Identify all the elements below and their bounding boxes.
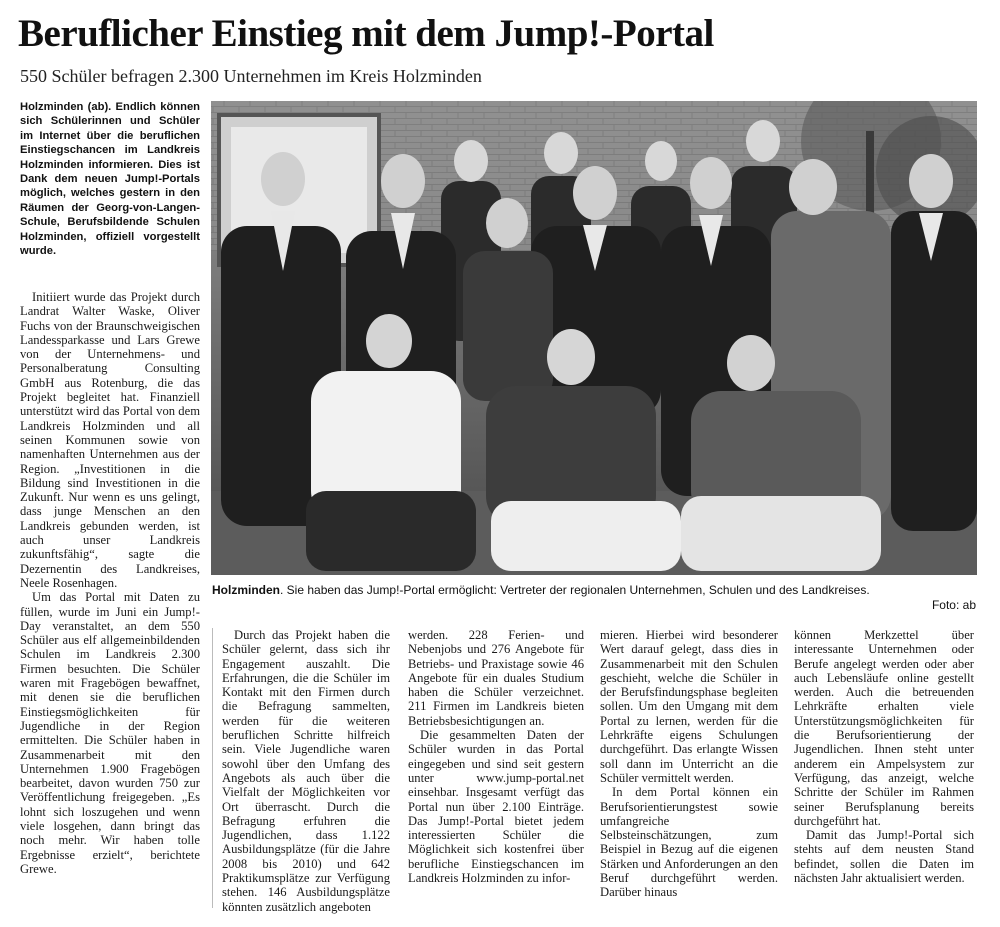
paragraph: Die gesammelten Daten der Schüler wurden in das Portal eingegeben und sind seit gestern unter www.jump-portal.net einsehbar. Insgesamt verfügt das Portal nun über 2.100 Einträge. Das Jump!-Portal bietet jedem interessierten Schüler die Möglichkeit sich kostenfrei über berufliche Einstiegschancen im Landkreis Holzminden zu infor- [408, 728, 584, 886]
text-column-4 [600, 628, 778, 900]
caption-text: . Sie haben das Jump!-Portal ermöglicht: Vertreter der regionalen Unternehmen, Schulen und des Landkreises. [280, 583, 870, 597]
text-column-1 [20, 290, 200, 876]
photo-caption [212, 583, 978, 598]
paragraph: Initiiert wurde das Projekt durch Landrat Walter Waske, Oliver Fuchs von der Braunschweigischen Landessparkasse und Lars Grewe von der Unternehmens- und Personalberatung Consulting GmbH aus Rotenburg, die das Projekt begleitet hat. Finanziell unterstützt wird das Portal von dem Landkreis Holzminden und all seinen Kommunen sowie von namenhaften Unternehmen aus der Region. „Investitionen in die Bildung sind Investitionen in die Zukunft. Nur wenn es uns gelingt, dass junge Menschen an den Landkreis gebunden werden, ist auch unser Landkreis zukunftsfähig“, sagte die Dezernentin des Landkreises, Neele Rosenhagen. [20, 290, 200, 590]
paragraph: mieren. Hierbei wird besonderer Wert darauf gelegt, dass dies in Zusammenarbeit mit den Schulen geschieht, welche die Schüler in der Berufsfindungsphase begleiten sollen. Um den Umgang mit dem Portal zu lernen, werden für die Lehrkräfte eigens Schulungen durchgeführt. Das erlangte Wissen soll dann im Unterricht an die Schüler vermittelt werden. [600, 628, 778, 785]
lead-paragraph: Holzminden (ab). Endlich können sich Schülerinnen und Schüler im Internet über die beruflichen Einstiegschancen im Landkreis Holzminden informieren. Dies ist Dank dem neuen Jump!-Portals möglich, welches gestern in den Räumen der Georg-von-Langen-Schule, Berufsbildende Schulen Holzminden, offiziell vorgestellt wurde. [20, 101, 200, 258]
paragraph: Damit das Jump!-Portal sich stehts auf dem neusten Stand befindet, sollen die Daten im nächsten Jahr aktualisiert werden. [794, 828, 974, 886]
paragraph: können Merkzettel über interessante Unternehmen oder Berufe angelegt werden oder aber auch Lebensläufe online gestellt werden. Auch die betreuenden Lehrkräfte erhalten viele Unterstützungsmöglichkeiten für die Berufsorientierung der Jugendlichen. Ihnen steht unter anderem ein Ampelsystem zur Verfügung, das anzeigt, welche Schritte der Schüler im Rahmen seiner Berufsplanung bereits durchgeführt hat. [794, 628, 974, 828]
group-photo-image [211, 101, 977, 575]
photo-credit: Foto: ab [931, 598, 976, 612]
text-column-5 [794, 628, 974, 885]
column-divider [212, 628, 213, 908]
group-photo [211, 101, 977, 575]
subheadline: 550 Schüler befragen 2.300 Unternehmen im Kreis Holzminden [20, 66, 482, 86]
paragraph: werden. 228 Ferien- und Nebenjobs und 276 Angebote für Betriebs- und Praxistage sowie 46 Angebote für ein duales Studium haben die Schüler verzeichnet. 211 Firmen im Landkreis bieten Betriebsbesichtigungen an. [408, 628, 584, 728]
caption-place: Holzminden [212, 583, 280, 597]
headline: Beruflicher Einstieg mit dem Jump!-Portal [18, 12, 714, 55]
text-column-3 [408, 628, 584, 885]
paragraph: Um das Portal mit Daten zu füllen, wurde im Juni ein Jump!-Day veranstaltet, an dem 550 Schüler aus elf allgemeinbildenden Schulen im Landkreis 2.300 Firmen besuchten. Die Schüler waren mit Fragebögen bewaffnet, mit denen sie die beruflichen Einstiegsmöglichkeiten für Jugendliche in der Region ermittelten. Die Schüler haben in Zusammenarbeit mit den Unternehmen 1.900 Fragebögen bearbeitet, davon wurden 750 zur Veröffentlichung freigegeben. „Es lohnt sich loszugehen und wenn viele losgehen, dann bringt das noch mehr. Wir haben tolle Ergebnisse erzielt“, berichtete Grewe. [20, 590, 200, 876]
paragraph: In dem Portal können ein Berufsorientierungstest sowie umfangreiche Selbsteinschätzungen, zum Beispiel in Bezug auf die eigenen Stärken und Anforderungen an den Beruf durchgeführt werden. Darüber hinaus [600, 785, 778, 900]
paragraph: Durch das Projekt haben die Schüler gelernt, dass sich ihr Engagement auszahlt. Die Erfahrungen, die die Schüler im Kontakt mit den Firmen durch die Befragung sammelten, werden für die weiteren beruflichen Schritte hilfreich sein. Viele Jugendliche waren sowohl über den Umfang des Angebots als auch über die Vielfalt der Möglichkeiten vor Ort überrascht. Durch die Befragung erfuhren die Jugendlichen, dass 1.122 Ausbildungsplätze (für die Jahre 2008 bis 2010) und 642 Praktikumsplätze zur Verfügung stehen. 146 Ausbildungsplätze könnten zusätzlich angeboten [222, 628, 390, 914]
text-column-2 [222, 628, 390, 914]
